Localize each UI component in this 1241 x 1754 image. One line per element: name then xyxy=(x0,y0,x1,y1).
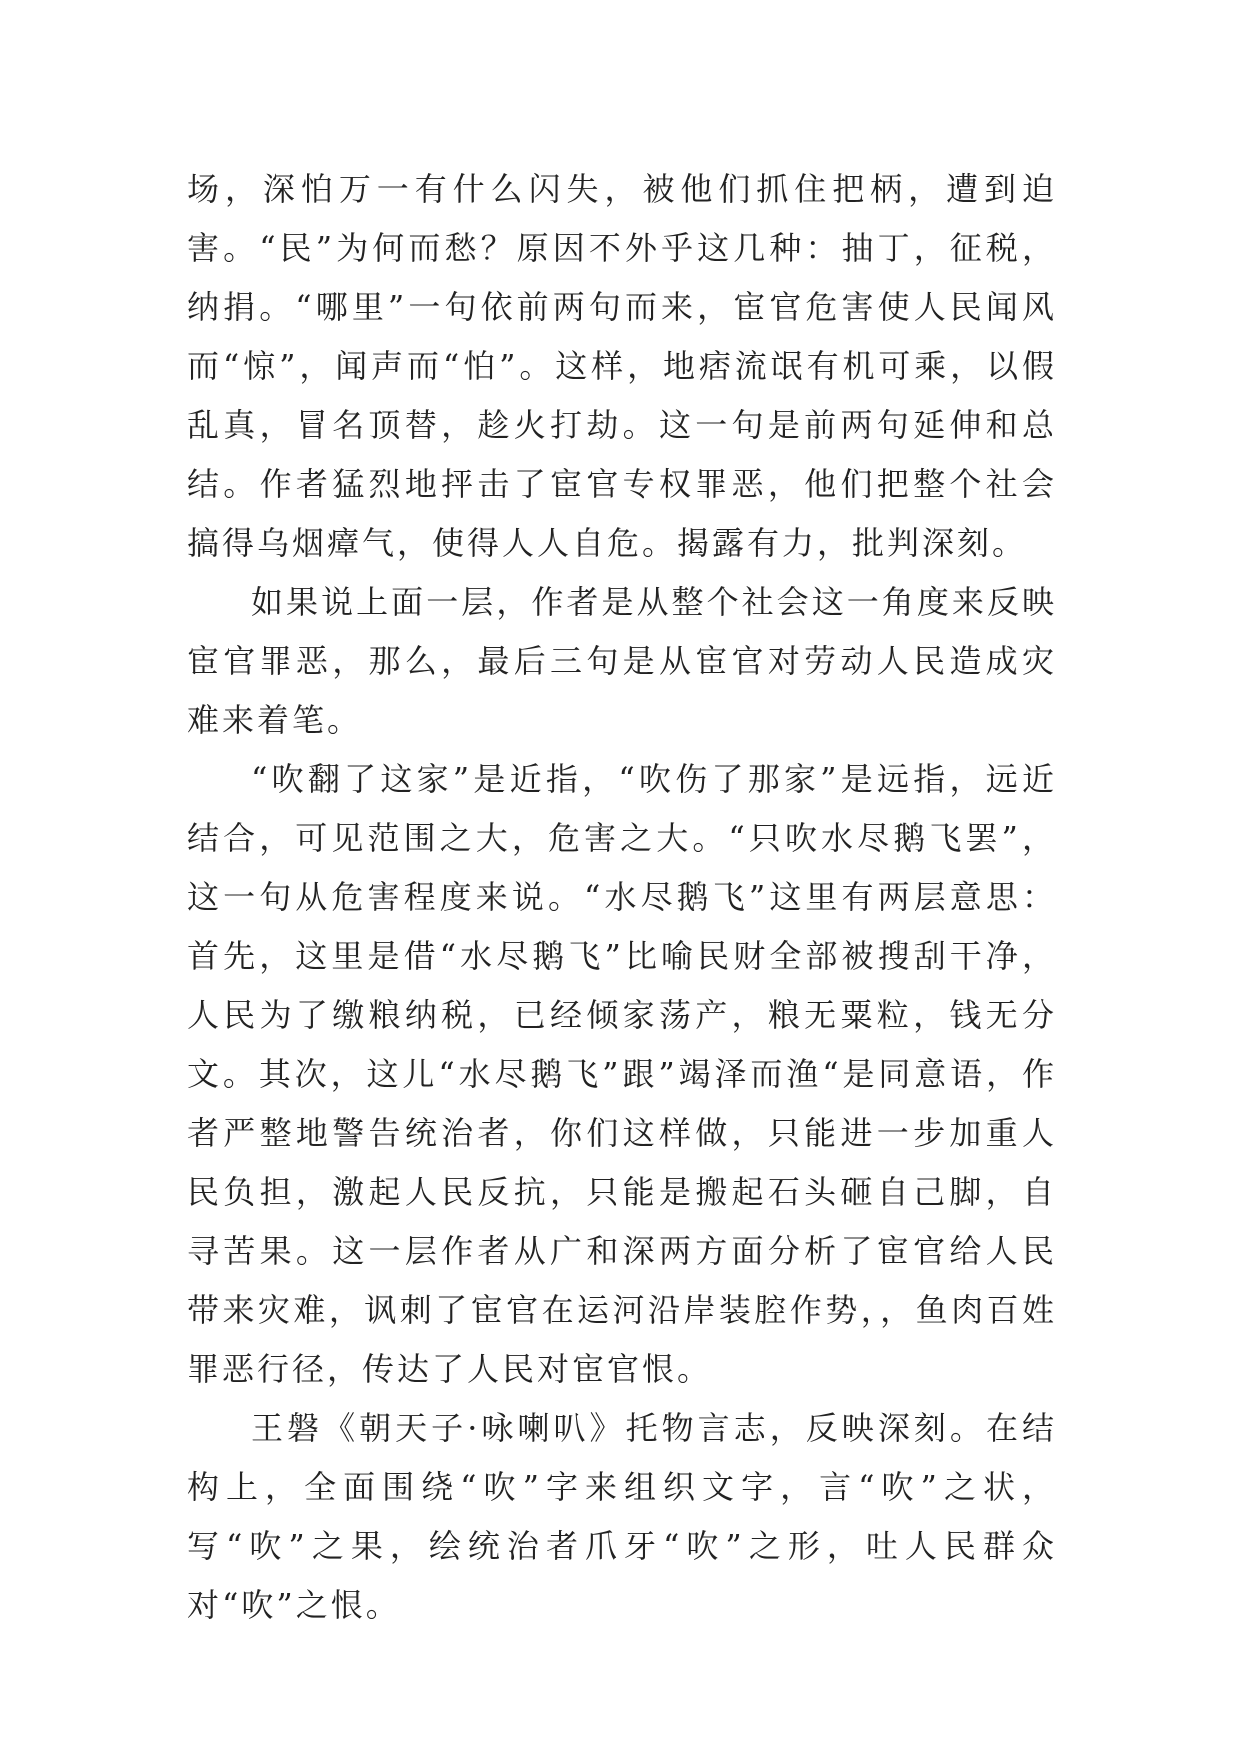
body-text xyxy=(187,160,1057,1635)
paragraph-4: 王磐《朝天子·咏喇叭》托物言志，反映深刻。在结构上，全面围绕“吹”字来组织文字，言“吹”之状，写“吹”之果，绘统治者爪牙“吹”之形，吐人民群众对“吹”之恨。 xyxy=(187,1409,1057,1624)
paragraph-2: 如果说上面一层，作者是从整个社会这一角度来反映宦官罪恶，那么，最后三句是从宦官对劳动人民造成灾难来着笔。 xyxy=(187,583,1057,739)
paragraph-1: 场，深怕万一有什么闪失，被他们抓住把柄，遭到迫害。“民”为何而愁？原因不外乎这几种：抽丁，征税，纳捐。“哪里”一句依前两句而来，宦官危害使人民闻风而“惊”，闻声而“怕”。这样，地痞流氓有机可乘，以假乱真，冒名顶替，趁火打劫。这一句是前两句延伸和总结。作者猛烈地抨击了宦官专权罪恶，他们把整个社会搞得乌烟瘴气，使得人人自危。揭露有力，批判深刻。 xyxy=(187,170,1057,562)
paragraph-3: “吹翻了这家”是近指，“吹伤了那家”是远指，远近结合，可见范围之大，危害之大。“只吹水尽鹅飞罢”，这一句从危害程度来说。“水尽鹅飞”这里有两层意思：首先，这里是借“水尽鹅飞”比喻民财全部被搜刮干净，人民为了缴粮纳税，已经倾家荡产，粮无粟粒，钱无分文。其次，这儿“水尽鹅飞”跟”竭泽而渔“是同意语，作者严整地警告统治者，你们这样做，只能进一步加重人民负担，激起人民反抗，只能是搬起石头砸自己脚，自寻苦果。这一层作者从广和深两方面分析了宦官给人民带来灾难，讽刺了宦官在运河沿岸装腔作势，，鱼肉百姓罪恶行径，传达了人民对宦官恨。 xyxy=(187,760,1057,1388)
